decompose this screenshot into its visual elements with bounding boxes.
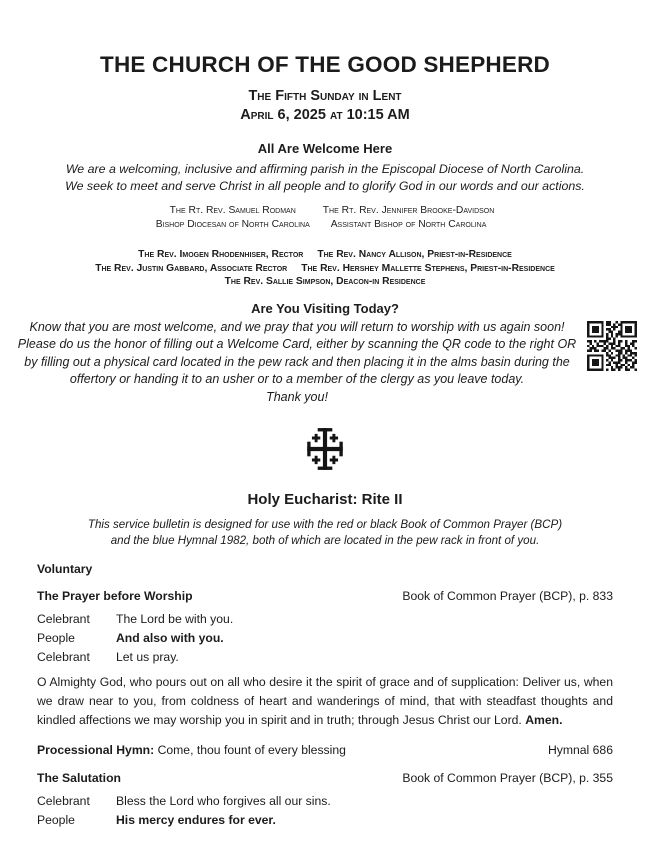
clergy-row xyxy=(0,275,650,289)
jerusalem-cross-icon xyxy=(0,426,650,477)
dialogue-line xyxy=(37,629,613,648)
bishops-list xyxy=(0,204,650,232)
bishop-title: Bishop Diocesan of North Carolina xyxy=(155,219,310,230)
collect-prayer xyxy=(37,673,613,730)
bulletin-note xyxy=(0,517,650,549)
dialogue-line xyxy=(37,610,613,629)
collect-text: O Almighty God, who pours out on all who desire it the spirit of grace and of supplication: Deliver us, when we draw near to you, from coldness of heart and wanderings of mind, that with steadfast thoughts and kindled affections we may worship you in spirit and in truth; through Jesus Christ our Lord. xyxy=(37,675,613,728)
service-item-prayer-before-worship xyxy=(37,589,613,603)
visiting-body-text: Know that you are most welcome, and we pray that you will return to worship with us again soon! Please do us the honor of filling out a Welcome Card, either by scanning the QR code to the right OR by filling out a physical card located in the pew rack and then placing it in the alms basin during the offertory or handing it to an usher or to a member of the clergy as you leave today. xyxy=(17,319,577,387)
mission-statement xyxy=(0,161,650,195)
service-item-reference: Hymnal 686 xyxy=(547,743,613,758)
church-name-title: THE CHURCH OF THE GOOD SHEPHERD xyxy=(100,52,550,77)
dialogue-speaker: Celebrant xyxy=(37,649,90,664)
clergy-entry: The Rev. Nancy Allison, Priest-in-Residence xyxy=(317,249,512,260)
service-item-salutation xyxy=(37,771,613,785)
clergy-entry: The Rev. Justin Gabbard, Associate Rector xyxy=(95,262,288,274)
clergy-row xyxy=(0,262,650,276)
hymn-line xyxy=(37,743,346,757)
clergy-entry: The Rev. Hershey Mallette Stephens, Priest-in-Residence xyxy=(301,262,555,274)
service-item-processional-hymn xyxy=(37,743,613,757)
bishop-entry xyxy=(323,204,495,232)
welcome-section xyxy=(0,141,650,195)
opening-dialogue xyxy=(37,610,613,666)
bishop-name: The Rt. Rev. Samuel Rodman xyxy=(169,205,296,216)
mission-line: We seek to meet and serve Christ in all people and to glorify God in our words and our actions. xyxy=(65,179,585,193)
service-section xyxy=(0,491,650,829)
visiting-row xyxy=(0,319,650,407)
dialogue-text: Bless the Lord who forgives all our sins. xyxy=(116,794,331,809)
bishop-entry xyxy=(156,204,310,232)
bishop-title: Assistant Bishop of North Carolina xyxy=(330,219,487,230)
bulletin-header xyxy=(0,52,650,125)
dialogue-line xyxy=(37,648,613,667)
bishop-name: The Rt. Rev. Jennifer Brooke-Davidson xyxy=(322,205,495,216)
dialogue-text: The Lord be with you. xyxy=(116,612,234,627)
dialogue-speaker: Celebrant xyxy=(37,612,90,627)
welcome-card-qr-code-icon xyxy=(587,321,637,371)
salutation-dialogue xyxy=(37,792,613,829)
dialogue-speaker: Celebrant xyxy=(37,794,90,809)
clergy-staff-list xyxy=(0,248,650,289)
voluntary-label: Voluntary xyxy=(37,562,93,577)
visiting-section xyxy=(0,301,650,407)
service-item-reference: Book of Common Prayer (BCP), p. 833 xyxy=(402,589,613,604)
mission-line: We are a welcoming, inclusive and affirming parish in the Episcopal Diocese of North Carolina. xyxy=(65,162,585,176)
dialogue-text: His mercy endures for ever. xyxy=(116,812,276,827)
service-item-title: The Salutation xyxy=(37,771,121,786)
visiting-closing-text: Thank you! xyxy=(266,389,328,404)
dialogue-speaker: People xyxy=(37,812,75,827)
hymn-title: Come, thou fount of every blessing xyxy=(157,743,346,758)
note-line: and the blue Hymnal 1982, both of which are located in the pew rack in front of you. xyxy=(110,534,540,548)
note-line: This service bulletin is designed for use with the red or black Book of Common Prayer (BCP) xyxy=(87,518,563,532)
service-occasion: The Fifth Sunday in Lent xyxy=(248,88,402,104)
visiting-message xyxy=(13,319,581,407)
collect-amen: Amen. xyxy=(525,713,563,728)
clergy-row xyxy=(0,248,650,262)
dialogue-text: Let us pray. xyxy=(116,649,179,664)
dialogue-line xyxy=(37,811,613,830)
dialogue-line xyxy=(37,792,613,811)
visiting-heading: Are You Visiting Today? xyxy=(251,300,399,316)
service-title: Holy Eucharist: Rite II xyxy=(247,491,403,509)
dialogue-text: And also with you. xyxy=(116,631,224,646)
service-item-title: The Prayer before Worship xyxy=(37,589,193,604)
service-datetime: April 6, 2025 at 10:15 AM xyxy=(240,107,410,123)
dialogue-speaker: People xyxy=(37,631,75,646)
service-order xyxy=(0,562,650,829)
service-item-reference: Book of Common Prayer (BCP), p. 355 xyxy=(402,771,613,786)
clergy-entry: The Rev. Sallie Simpson, Deacon-in Residence xyxy=(224,276,426,287)
clergy-entry: The Rev. Imogen Rhodenhiser, Rector xyxy=(138,249,304,260)
hymn-label: Processional Hymn: xyxy=(37,743,155,758)
welcome-heading: All Are Welcome Here xyxy=(257,141,393,156)
